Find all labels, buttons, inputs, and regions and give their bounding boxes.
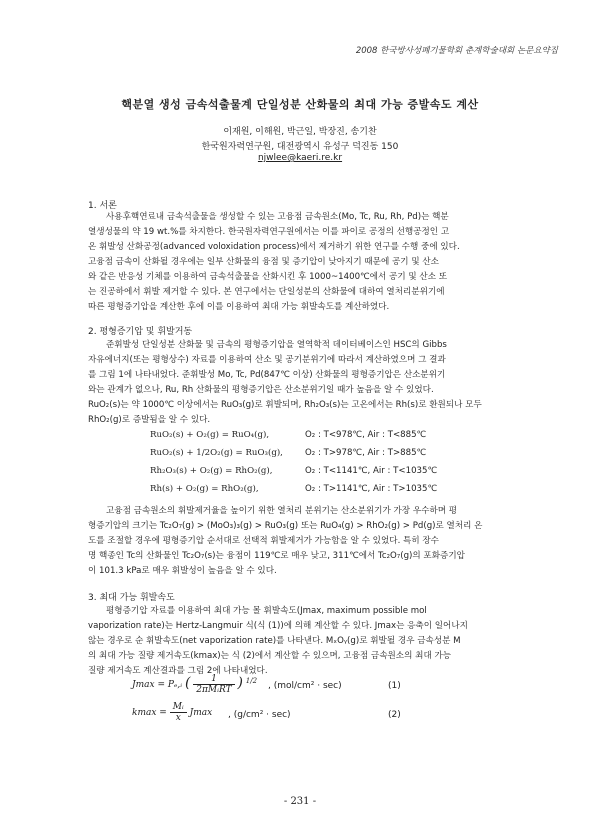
text-line: 와는 관계가 없으나, Ru, Rh 산화물의 평형증기압은 산소분위기일 때가 높음을 알 수 있었다.: [88, 385, 434, 395]
text-line: 를 그림 1에 나타내었다. 준휘발성 Mo, Tc, Pd(847℃ 이상) 산화물의 평형증기압은 산소분위기: [88, 370, 446, 380]
author-list: 이재원, 이해원, 박근일, 박장진, 송기찬: [223, 127, 377, 137]
section-max-rate-body: [88, 604, 512, 679]
fraction-numerator: Mᵢ: [170, 702, 187, 713]
reaction-condition: O₂ : T>1141℃, Air : T>1035℃: [305, 484, 438, 494]
text-line: 열생성물의 약 19 wt.%를 차지한다. 한국원자력연구원에서는 이를 파이로 공정의 선행공정인 고: [88, 227, 450, 237]
reaction-equation: RuO₂(s) + 1/2O₂(g) = RuO₃(g),: [150, 448, 283, 458]
section-heading-max-rate: 3. 최대 가능 휘발속도: [88, 593, 175, 603]
reaction-equation: Rh(s) + O₂(g) = RhO₂(g),: [150, 484, 259, 494]
text-line: 고융점 금속이 산화될 경우에는 일부 산화물의 융점 및 증기압이 낮아지기 때문에 공기 및 산소: [88, 257, 439, 267]
formula-exponent: 1/2: [245, 677, 258, 685]
reaction-condition: O₂ : T>978℃, Air : T>885℃: [305, 448, 427, 458]
formula-fraction: [193, 674, 234, 695]
reaction-condition: O₂ : T<978℃, Air : T<885℃: [305, 430, 427, 440]
text-line: 평형증기압 자료를 이용하여 최대 가능 몰 휘발속도(Jmax, maximum possible mol: [106, 606, 427, 616]
text-line: RhO₂(g)로 증발됨을 알 수 있다.: [88, 415, 211, 425]
fraction-numerator: 1: [193, 674, 234, 685]
formula-unit: , (mol/cm² · sec): [268, 681, 342, 691]
text-line: 사용후핵연료내 금속석출물을 생성할 수 있는 고융점 금속원소(Mo, Tc, Ru, Rh, Pd)는 핵분: [106, 212, 449, 222]
text-line: 준휘발성 단일성분 산화물 및 금속의 평형증기압을 열역학적 데이터베이스인 HSC의 Gibbs: [106, 340, 447, 350]
text-line: vaporization rate)는 Hertz-Langmuir 식(식 (1))에 의해 계산할 수 있다. Jmax는 응축이 일어나지: [88, 621, 468, 631]
paper-title: 핵분열 생성 금속석출물계 단일성분 산화물의 최대 가능 증발속도 계산: [121, 98, 479, 111]
running-header: 2008 한국방사성폐기물학회 춘계학술대회 논문요약집: [355, 46, 558, 56]
page-number: - 231 -: [283, 796, 317, 807]
formula-mass-removal-rate: [132, 702, 212, 723]
formula-rhs: Jmax: [189, 708, 213, 718]
contact-email: njwlee@kaeri.re.kr: [257, 153, 343, 163]
formula-lhs: kmax =: [132, 708, 167, 718]
formula-hertz-langmuir: [132, 674, 257, 695]
reaction-equation: RuO₂(s) + O₂(g) = RuO₄(g),: [150, 430, 270, 440]
text-line: 온 휘발성 산화공정(advanced voloxidation process)에서 제거하기 위한 연구를 수행 중에 있다.: [88, 242, 460, 252]
text-line: 와 같은 반응성 기체를 이용하여 금속석출물을 산화시킨 후 1000~1400℃에서 공기 및 산소 또: [88, 272, 448, 282]
text-line: 고융점 금속원소의 휘발제거율을 높이기 위한 열처리 분위기는 산소분위기가 가장 우수하며 평: [106, 506, 458, 516]
section-intro-body: [88, 210, 512, 315]
text-line: 는 진공하에서 휘발 제거할 수 있다. 본 연구에서는 단일성분의 산화물에 대하여 열처리분위기에: [88, 287, 445, 297]
section-heading-vapor-pressure: 2. 평형증기압 및 휘발거동: [88, 327, 193, 337]
section-vapor-pressure-body-b: [88, 504, 512, 579]
text-line: 따른 평형증기압을 계산한 후에 이를 이용하여 최대 가능 휘발속도를 계산하였다.: [88, 302, 390, 312]
text-line: 도를 조절할 경우에 평형증기압 순서대로 선택적 휘발제거가 가능함을 알 수 있었다. 특히 장수: [88, 536, 439, 546]
section-heading-intro: 1. 서론: [88, 201, 117, 211]
left-paren: (: [184, 675, 191, 691]
text-line: 형증기압의 크기는 Tc₂O₇(g) > (MoO₃)₃(g) > RuO₃(g) 또는 RuO₄(g) > RhO₂(g) > Pd(g)로 열처리 온: [88, 521, 483, 531]
reaction-condition: O₂ : T<1141℃, Air : T<1035℃: [305, 466, 438, 476]
right-paren: ): [237, 675, 243, 691]
fraction-denominator: 2πMᵢRT: [196, 685, 232, 695]
text-line: RuO₂(s)는 약 1000℃ 이상에서는 RuO₃(g)로 휘발되며, Rh₂O₃(s)는 고온에서는 Rh(s)로 환원되나 모두: [88, 400, 482, 410]
text-line: 질량 제거속도 계산결과를 그림 2에 나타내었다.: [88, 666, 268, 676]
section-vapor-pressure-body-a: [88, 338, 512, 428]
text-line: 이 101.3 kPa로 매우 휘발성이 높음을 알 수 있다.: [88, 566, 277, 576]
text-line: 자유에너지(또는 평형상수) 자료를 이용하여 산소 및 공기분위기에 따라서 계산하였으며 그 결과: [88, 355, 446, 365]
equation-number: (1): [388, 681, 401, 691]
affiliation: 한국원자력연구원, 대전광역시 유성구 덕진동 150: [201, 142, 399, 152]
formula-lhs: Jmax = Pₑ,ᵢ: [132, 680, 183, 690]
fraction-denominator: x: [175, 713, 181, 723]
formula-fraction: [170, 702, 187, 723]
reaction-equation: Rh₂O₃(s) + O₂(g) = RhO₂(g),: [150, 466, 273, 476]
formula-unit: , (g/cm² · sec): [228, 710, 291, 720]
text-line: 않는 경우로 순 휘발속도(net vaporization rate)를 나타낸다. MₓOᵧ(g)로 휘발될 경우 금속성분 M: [88, 636, 461, 646]
text-line: 의 최대 가능 질량 제거속도(kmax)는 식 (2)에서 계산할 수 있으며, 고융점 금속원소의 최대 가능: [88, 651, 452, 661]
text-line: 명 핵종인 Tc의 산화물인 Tc₂O₇(s)는 융점이 119℃로 매우 낮고, 311℃에서 Tc₂O₇(g)의 포화증기압: [88, 551, 465, 561]
equation-number: (2): [388, 710, 401, 720]
